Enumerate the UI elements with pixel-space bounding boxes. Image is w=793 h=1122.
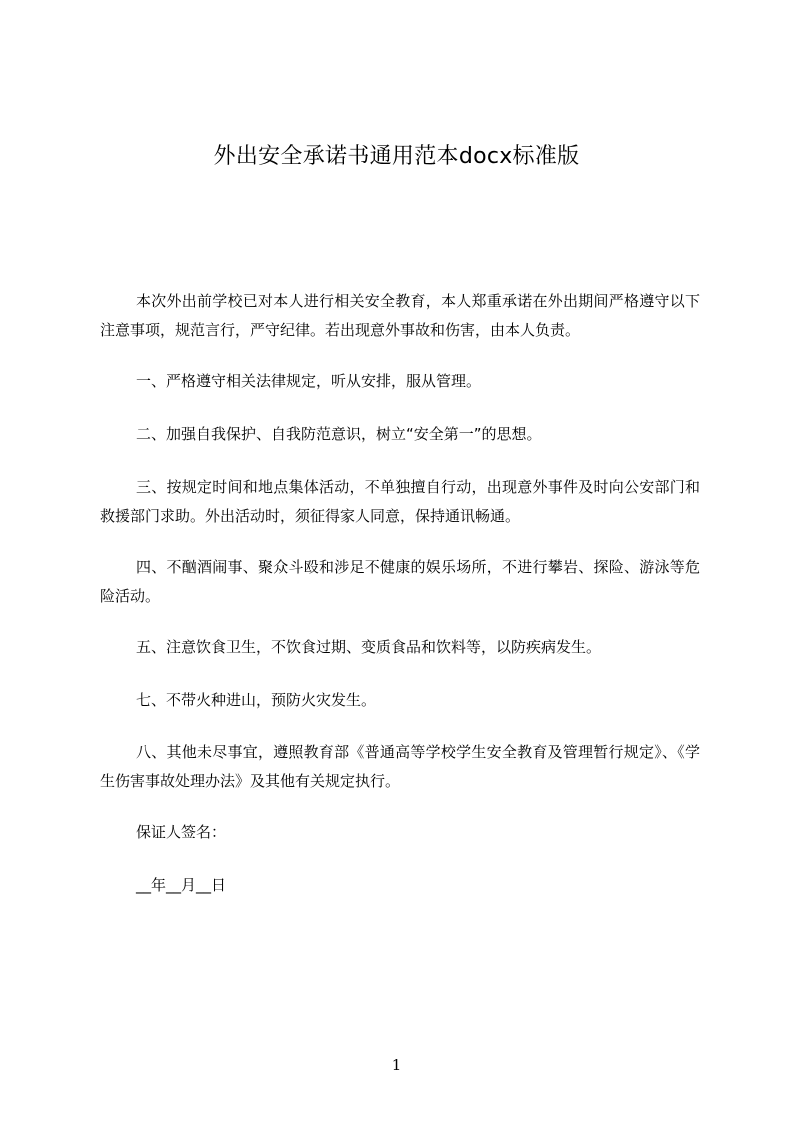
item-7: 七、不带火种进山，预防火灾发生。: [136, 691, 377, 709]
item-5: 五、注意饮食卫生，不饮食过期、变质食品和饮料等，以防疾病发生。: [136, 638, 602, 656]
item-4: 四、不酗酒闹事、聚众斗殴和涉足不健康的娱乐场所，不进行攀岩、探险、游泳等危险活动。: [100, 558, 700, 605]
intro-paragraph: 本次外出前学校已对本人进行相关安全教育，本人郑重承诺在外出期间严格遵守以下注意事项，规范言行，严守纪律。若出现意外事故和伤害，由本人负责。: [100, 292, 700, 339]
date-line: __年__月__日: [136, 876, 227, 894]
document-title: 外出安全承诺书通用范本docx标准版: [213, 144, 580, 169]
item-3: 三、按规定时间和地点集体活动，不单独擅自行动，出现意外事件及时向公安部门和救援部门求助。外出活动时，须征得家人同意，保持通讯畅通。: [100, 478, 700, 525]
item-8: 八、其他未尽事宜，遵照教育部《普通高等学校学生安全教育及管理暂行规定》、《学生伤害事故处理办法》及其他有关规定执行。: [100, 743, 700, 790]
signature-label: 保证人签名：: [136, 823, 227, 841]
item-1: 一、严格遵守相关法律规定，听从安排，服从管理。: [136, 372, 482, 390]
page-number: 1: [391, 1056, 402, 1074]
item-2: 二、加强自我保护、自我防范意识，树立“安全第一”的思想。: [136, 425, 542, 443]
